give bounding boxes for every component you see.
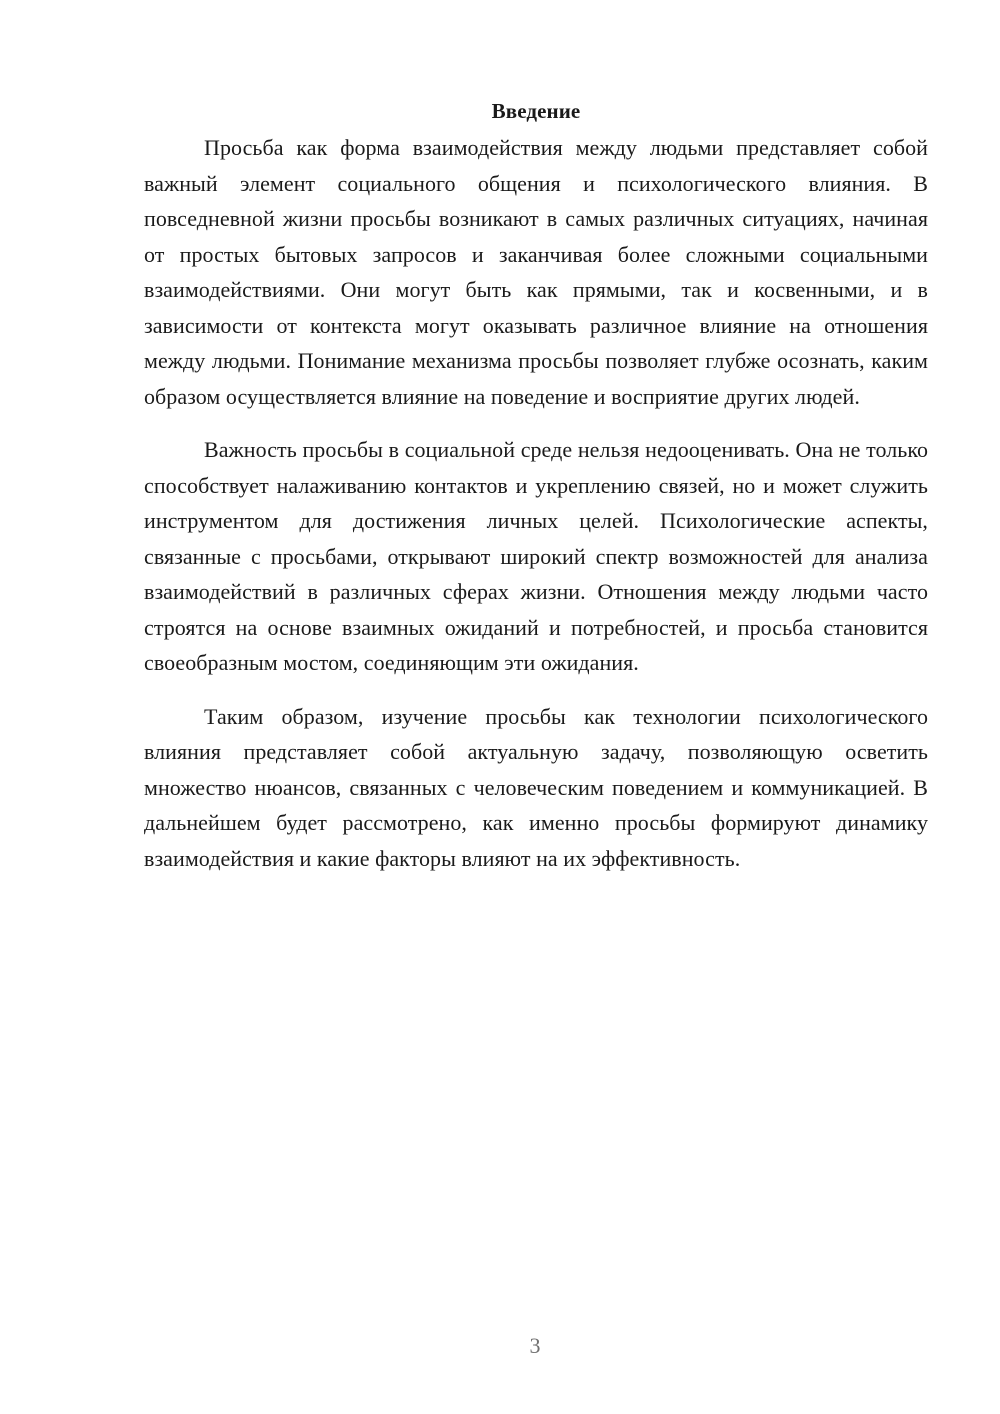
section-heading: Введение [491,99,581,123]
paragraph-1: Просьба как форма взаимодействия между людьми представляет собой важный элемент социального общения и психологического влияния. В повседневной жизни просьбы возникают в самых различных ситуациях, начиная от простых бытовых запросов и заканчивая более сложными социальными взаимодействиями. Они могут быть как прямыми, так и косвенными, и в зависимости от контекста могут оказывать различное влияние на отношения между людьми. Понимание механизма просьбы позволяет глубже осознать, каким образом осуществляется влияние на поведение и восприятие других людей. [144,135,928,409]
paragraph-2: Важность просьбы в социальной среде нельзя недооценивать. Она не только способствует налаживанию контактов и укреплению связей, но и может служить инструментом для достижения личных целей. Психологические аспекты, связанные с просьбами, открывают широкий спектр возможностей для анализа взаимодействий в различных сферах жизни. Отношения между людьми часто строятся на основе взаимных ожиданий и потребностей, и просьба становится своеобразным мостом, соединяющим эти ожидания. [144,437,928,675]
paragraph-3: Таким образом, изучение просьбы как технологии психологического влияния представляет собой актуальную задачу, позволяющую осветить множество нюансов, связанных с человеческим поведением и коммуникацией. В дальнейшем будет рассмотрено, как именно просьбы формируют динамику взаимодействия и какие факторы влияют на их эффективность. [144,703,928,871]
page-content [144,94,928,894]
page-number: 3 [529,1333,541,1358]
